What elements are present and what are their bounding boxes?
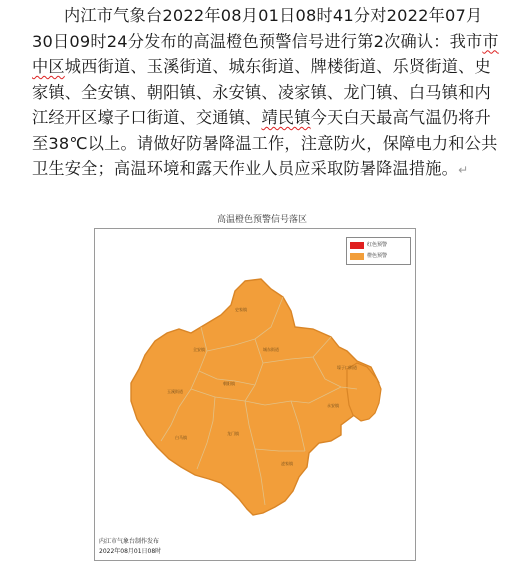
map-legend [346, 237, 411, 265]
warning-map [94, 228, 416, 561]
region-label: 龙门镇 [227, 431, 239, 436]
notice-place-spellcheck-2: 靖民镇 [261, 108, 311, 127]
notice-text-after: 今天白天最高气温仍将升至38℃以上。请做好防暑降温工作，注意防火，保障电力和公共卫生安全；高温环境和露天作业人员应采取防暑降温措施。 [32, 108, 498, 178]
region-extension-shape [347, 363, 381, 421]
region-label: 朝阳镇 [223, 381, 235, 386]
map-producer: 内江市气象台制作发布 [99, 538, 160, 545]
warning-notice-paragraph [32, 3, 502, 184]
warning-region-shape [131, 279, 379, 515]
map-svg [95, 229, 415, 560]
region-label: 壕子口街道 [337, 365, 357, 370]
paragraph-mark-icon: ↵ [458, 163, 469, 177]
map-date: 2022年08月01日08时 [99, 548, 162, 555]
region-label: 史家镇 [235, 307, 247, 312]
notice-text-before: 内江市气象台2022年08月01日08时41分对2022年07月30日09时24分发布的高温橙色预警信号进行第2次确认：我市 [32, 6, 483, 51]
legend-swatch-red [350, 242, 364, 249]
legend-swatch-orange [350, 253, 364, 260]
region-label: 全安镇 [193, 347, 205, 352]
region-label: 凌家镇 [281, 461, 293, 466]
legend-label-orange: 橙色预警 [367, 253, 388, 259]
region-label: 永安镇 [327, 403, 339, 408]
notice-place-spellcheck-1: 市中区 [32, 31, 499, 76]
region-label: 玉溪街道 [167, 389, 183, 394]
region-label: 白马镇 [175, 435, 187, 440]
map-title: 高温橙色预警信号落区 [216, 215, 307, 225]
legend-item-red [350, 241, 408, 250]
notice-text-middle: 城西街道、玉溪街道、城东街道、牌楼街道、乐贤街道、史家镇、全安镇、朝阳镇、永安镇、凌家镇、龙门镇、白马镇和内江经开区壕子口街道、交通镇、 [32, 57, 491, 127]
region-label: 城东街道 [263, 347, 279, 352]
legend-item-orange [350, 252, 408, 261]
legend-label-red: 红色预警 [367, 242, 388, 248]
